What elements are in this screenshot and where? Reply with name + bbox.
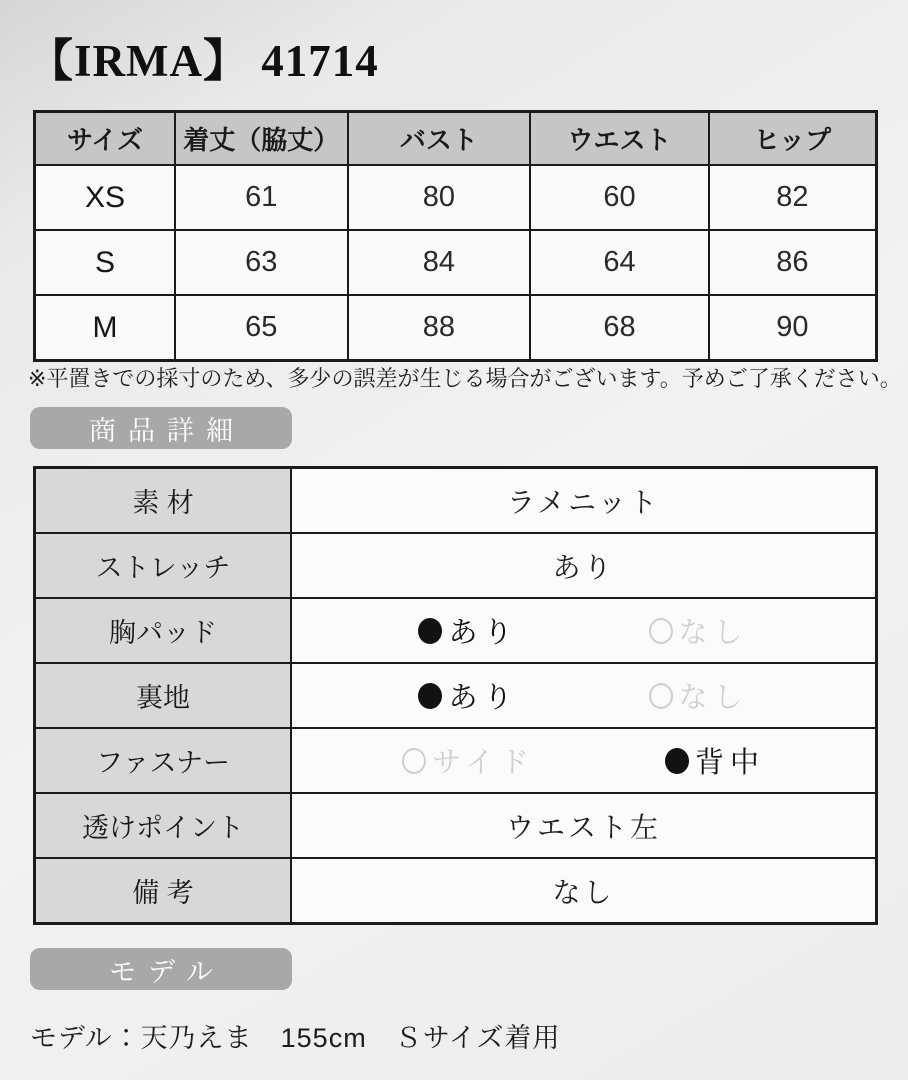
radio-empty-icon — [649, 683, 673, 709]
model-section-badge — [30, 948, 292, 990]
bust-cell: 88 — [348, 295, 531, 361]
bust-cell: 84 — [348, 230, 531, 295]
detail-row-lining — [35, 663, 877, 728]
detail-value: ウエスト左 — [291, 793, 877, 858]
detail-label: 裏地 — [35, 663, 292, 728]
detail-label: 胸パッド — [35, 598, 292, 663]
detail-row-chest-pad — [35, 598, 877, 663]
detail-label: ストレッチ — [35, 533, 292, 598]
option-label: 背中 — [694, 747, 765, 779]
option-label: サイド — [432, 747, 535, 779]
option-label: なし — [678, 617, 749, 649]
option-label: なし — [678, 682, 749, 714]
length-cell: 61 — [175, 165, 348, 230]
fastener-choices — [293, 740, 874, 781]
option-back-selected — [665, 740, 765, 781]
size-cell: XS — [35, 165, 176, 230]
lining-choices — [293, 675, 874, 716]
detail-value: なし — [291, 858, 877, 924]
hip-cell: 82 — [709, 165, 877, 230]
detail-label: ファスナー — [35, 728, 292, 793]
option-side-unselected — [402, 740, 535, 781]
product-details-table — [33, 466, 878, 925]
detail-row-remarks — [35, 858, 877, 924]
waist-cell: 68 — [530, 295, 709, 361]
detail-row-sheer-point — [35, 793, 877, 858]
option-ari-selected — [418, 610, 518, 651]
size-table — [33, 110, 878, 362]
detail-row-stretch — [35, 533, 877, 598]
product-details-section-title: 商品詳細 — [89, 415, 245, 446]
model-info-text: モデル：天乃えま 155cm Ｓサイズ着用 — [30, 1023, 561, 1053]
option-label: あり — [448, 682, 519, 714]
size-cell: S — [35, 230, 176, 295]
detail-value: ラメニット — [291, 468, 877, 534]
radio-filled-icon — [665, 748, 689, 774]
length-cell: 63 — [175, 230, 348, 295]
waist-cell: 64 — [530, 230, 709, 295]
detail-row-material — [35, 468, 877, 534]
size-row-s — [35, 230, 877, 295]
bust-cell: 80 — [348, 165, 531, 230]
size-table-header-row — [35, 112, 877, 166]
hip-col-header: ヒップ — [709, 112, 877, 166]
option-nashi-unselected — [649, 675, 749, 716]
detail-label: 備 考 — [35, 858, 292, 924]
bust-col-header: バスト — [348, 112, 531, 166]
product-details-section-badge — [30, 407, 292, 449]
size-cell: M — [35, 295, 176, 361]
hip-cell: 86 — [709, 230, 877, 295]
measurement-note: ※平置きでの採寸のため、多少の誤差が生じる場合がございます。予めご了承ください。 — [28, 366, 902, 391]
page-title: 【IRMA】 41714 — [28, 36, 379, 86]
chest-pad-choices — [293, 610, 874, 651]
radio-empty-icon — [402, 748, 426, 774]
detail-label: 素 材 — [35, 468, 292, 534]
size-col-header: サイズ — [35, 112, 176, 166]
waist-cell: 60 — [530, 165, 709, 230]
option-ari-selected — [418, 675, 518, 716]
waist-col-header: ウエスト — [530, 112, 709, 166]
model-section-title: モデル — [109, 956, 225, 987]
detail-value: あり — [291, 533, 877, 598]
size-row-xs — [35, 165, 877, 230]
detail-row-fastener — [35, 728, 877, 793]
length-cell: 65 — [175, 295, 348, 361]
radio-empty-icon — [649, 618, 673, 644]
detail-label: 透けポイント — [35, 793, 292, 858]
radio-filled-icon — [418, 618, 442, 644]
length-col-header: 着丈（脇丈） — [175, 112, 348, 166]
option-label: あり — [448, 617, 519, 649]
option-nashi-unselected — [649, 610, 749, 651]
radio-filled-icon — [418, 683, 442, 709]
hip-cell: 90 — [709, 295, 877, 361]
size-row-m — [35, 295, 877, 361]
